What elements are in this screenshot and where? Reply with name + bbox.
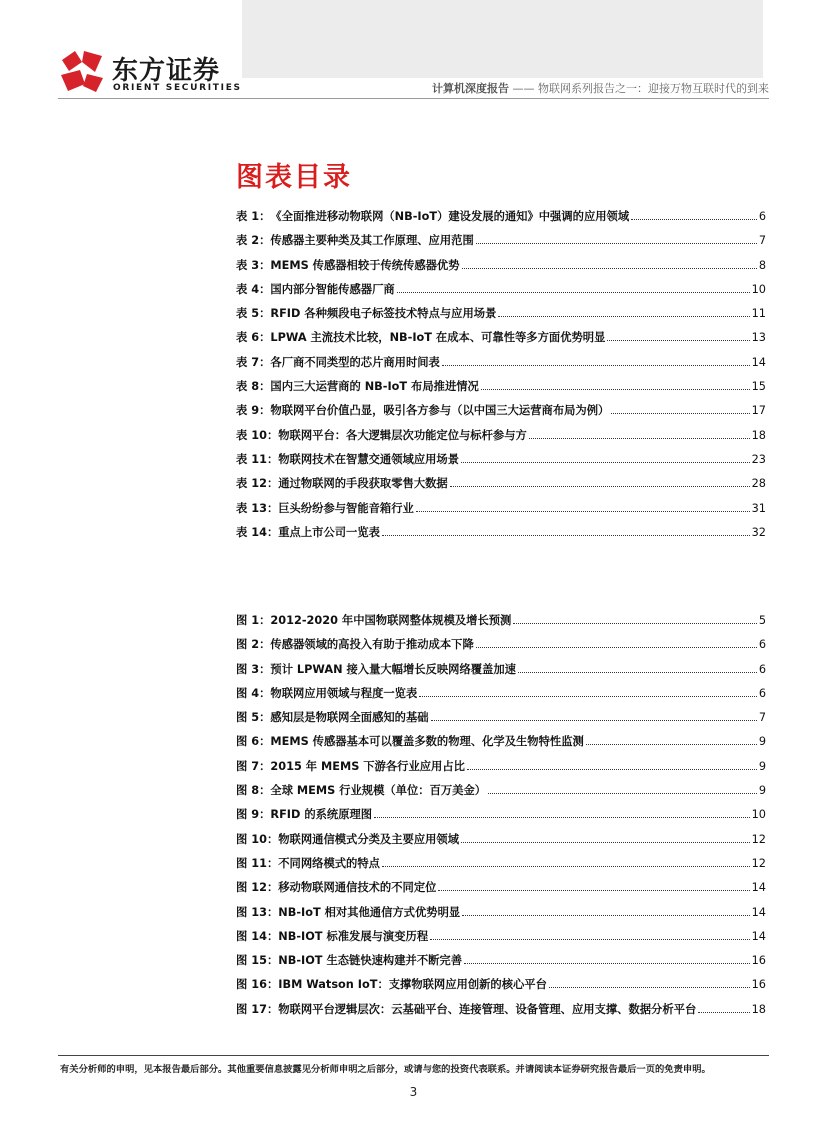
dot-leader — [464, 963, 750, 964]
table-entry-title: 物联网平台：各大逻辑层次功能定位与标杆参与方 — [278, 428, 527, 442]
figure-entry-page: 12 — [751, 832, 766, 846]
table-entry-title: 国内部分智能传感器厂商 — [270, 282, 395, 296]
page-number: 3 — [409, 1085, 418, 1099]
table-entry[interactable] — [236, 232, 766, 256]
table-entry[interactable] — [236, 402, 766, 426]
report-title: 物联网系列报告之一：迎接万物互联时代的到来 — [538, 82, 769, 95]
figure-entry-page: 10 — [751, 808, 766, 822]
table-entry-title: 传感器主要种类及其工作原理、应用范围 — [270, 234, 474, 248]
figure-entry-title: RFID 的系统原理图 — [270, 808, 373, 822]
dot-leader — [382, 866, 750, 867]
table-entry-label: 表 6： — [236, 331, 271, 345]
figure-entry-title: 物联网通信模式分类及主要应用领域 — [278, 832, 460, 846]
dot-leader — [607, 340, 749, 341]
dot-leader — [374, 817, 750, 818]
dot-leader — [397, 292, 750, 293]
figure-entry[interactable] — [236, 661, 766, 685]
table-entry-page: 7 — [758, 234, 766, 248]
dot-leader — [481, 389, 750, 390]
dot-leader — [549, 987, 750, 988]
figure-entry-title: NB-IoT 相对其他通信方式优势明显 — [278, 905, 461, 919]
figure-entry-label: 图 7： — [236, 759, 271, 773]
table-entry[interactable] — [236, 281, 766, 305]
figure-entry-label: 图 1： — [236, 614, 271, 627]
report-type: 计算机深度报告 — [432, 82, 509, 95]
table-entry-label: 表 1： — [236, 210, 271, 223]
dot-leader — [529, 438, 750, 439]
header-separator: —— — [512, 82, 535, 95]
figure-entry-label: 图 17： — [236, 1002, 279, 1016]
figure-entry[interactable] — [236, 612, 766, 636]
figure-entry-title: 移动物联网通信技术的不同定位 — [278, 881, 437, 895]
figure-entry-label: 图 13： — [236, 905, 279, 919]
table-entry[interactable] — [236, 305, 766, 329]
figure-entry[interactable] — [236, 952, 766, 976]
table-of-figures — [236, 612, 766, 1025]
figure-entry-label: 图 2： — [236, 638, 271, 652]
table-entry-title: MEMS 传感器相较于传统传感器优势 — [270, 258, 460, 272]
dot-leader — [467, 769, 757, 770]
table-entry-title: 物联网技术在智慧交通领域应用场景 — [278, 452, 460, 466]
logo-chinese-name: 东方证券 — [112, 56, 221, 86]
table-entry-title: 《全面推进移动物联网（NB-IoT）建设发展的通知》中强调的应用领域 — [270, 210, 630, 223]
figure-entry[interactable] — [236, 879, 766, 903]
dot-leader — [698, 1012, 749, 1013]
table-entry[interactable] — [236, 451, 766, 475]
table-entry-label: 表 7： — [236, 355, 271, 369]
figure-entry-page: 14 — [751, 929, 766, 943]
table-entry-label: 表 11： — [236, 452, 279, 466]
table-entry-title: 巨头纷纷参与智能音箱行业 — [278, 501, 414, 515]
table-entry-page: 13 — [751, 331, 766, 345]
dot-leader — [438, 890, 749, 891]
dot-leader — [442, 365, 750, 366]
table-entry-page: 28 — [751, 477, 766, 491]
figure-entry-title: 物联网应用领域与程度一览表 — [270, 686, 418, 700]
dot-leader — [518, 672, 757, 673]
table-entry-page: 6 — [758, 210, 766, 223]
table-entry-page: 14 — [751, 355, 766, 369]
table-entry-label: 表 14： — [236, 525, 279, 539]
table-entry-title: 国内三大运营商的 NB-IoT 布局推进情况 — [270, 380, 479, 394]
table-entry[interactable] — [236, 427, 766, 451]
table-entry-page: 17 — [751, 404, 766, 418]
figure-entry-page: 14 — [751, 881, 766, 895]
header-gray-block — [242, 0, 763, 78]
orient-securities-logo-icon — [58, 48, 106, 94]
table-entry-label: 表 9： — [236, 404, 271, 418]
figure-entry-title: 预计 LPWAN 接入量大幅增长反映网络覆盖加速 — [270, 662, 516, 676]
figure-entry-page: 6 — [758, 638, 766, 652]
table-entry-title: 各厂商不同类型的芯片商用时间表 — [270, 355, 440, 369]
table-entry-title: LPWA 主流技术比较，NB-IoT 在成本、可靠性等多方面优势明显 — [270, 331, 606, 345]
figure-entry[interactable] — [236, 831, 766, 855]
table-entry-page: 18 — [751, 428, 766, 442]
figure-entry[interactable] — [236, 758, 766, 782]
table-entry[interactable] — [236, 354, 766, 378]
figure-entry-label: 图 11： — [236, 856, 279, 870]
dot-leader — [513, 623, 756, 624]
figure-entry[interactable] — [236, 1001, 766, 1025]
figure-entry-page: 9 — [758, 784, 766, 798]
figure-entry-page: 14 — [751, 905, 766, 919]
table-entry-label: 表 12： — [236, 477, 279, 491]
figure-entry-title: IBM Watson IoT：支撑物联网应用创新的核心平台 — [278, 978, 547, 992]
figure-entry-page: 7 — [758, 711, 766, 725]
table-entry-label: 表 3： — [236, 258, 271, 272]
figure-entry-title: 2015 年 MEMS 下游各行业应用占比 — [270, 759, 465, 773]
table-entry[interactable] — [236, 475, 766, 499]
dot-leader — [498, 316, 749, 317]
figure-entry-label: 图 4： — [236, 686, 271, 700]
table-entry-page: 11 — [751, 307, 766, 321]
dot-leader — [586, 744, 757, 745]
toc-title: 图表目录 — [236, 162, 352, 193]
figure-entry-label: 图 12： — [236, 881, 279, 895]
figure-entry-title: 感知层是物联网全面感知的基础 — [270, 711, 429, 725]
report-header — [432, 80, 769, 96]
table-entry-label: 表 5： — [236, 307, 271, 321]
table-entry[interactable] — [236, 524, 766, 548]
figure-entry-label: 图 6： — [236, 735, 271, 749]
figure-entry[interactable] — [236, 904, 766, 928]
dot-leader — [430, 939, 750, 940]
figure-entry-title: NB-IOT 标准发展与演变历程 — [278, 929, 429, 943]
dot-leader — [419, 696, 757, 697]
dot-leader — [462, 268, 757, 269]
figure-entry[interactable] — [236, 685, 766, 709]
dot-leader — [450, 486, 750, 487]
figure-entry-title: 传感器领域的高投入有助于推动成本下降 — [270, 638, 474, 652]
table-entry-label: 表 8： — [236, 380, 271, 394]
dot-leader — [382, 535, 750, 536]
figure-entry-label: 图 14： — [236, 929, 279, 943]
table-entry-label: 表 4： — [236, 282, 271, 296]
table-entry-page: 23 — [751, 452, 766, 466]
figure-entry-page: 16 — [751, 978, 766, 992]
table-entry-label: 表 10： — [236, 428, 279, 442]
table-entry[interactable] — [236, 257, 766, 281]
dot-leader — [416, 511, 750, 512]
figure-entry-title: 全球 MEMS 行业规模（单位：百万美金） — [270, 784, 487, 798]
table-entry-page: 15 — [751, 380, 766, 394]
table-entry-label: 表 13： — [236, 501, 279, 515]
figure-entry-page: 9 — [758, 759, 766, 773]
table-entry-page: 31 — [751, 501, 766, 515]
table-entry-title: 通过物联网的手段获取零售大数据 — [278, 477, 448, 491]
dot-leader — [476, 647, 757, 648]
table-entry[interactable] — [236, 500, 766, 524]
table-entry-title: 重点上市公司一览表 — [278, 525, 380, 539]
figure-entry[interactable] — [236, 733, 766, 757]
dot-leader — [631, 219, 757, 220]
dot-leader — [476, 243, 757, 244]
table-entry-label: 表 2： — [236, 234, 271, 248]
dot-leader — [431, 720, 757, 721]
table-entry[interactable] — [236, 329, 766, 353]
figure-entry-label: 图 10： — [236, 832, 279, 846]
figure-entry[interactable] — [236, 636, 766, 660]
table-entry-page: 8 — [758, 258, 766, 272]
figure-entry[interactable] — [236, 709, 766, 733]
table-entry[interactable] — [236, 378, 766, 402]
figure-entry-title: NB-IOT 生态链快速构建并不断完善 — [278, 954, 463, 968]
figure-entry-label: 图 8： — [236, 784, 271, 798]
figure-entry-title: 不同网络模式的特点 — [278, 856, 380, 870]
table-entry-page: 32 — [751, 525, 766, 539]
figure-entry[interactable] — [236, 976, 766, 1000]
figure-entry-page: 16 — [751, 954, 766, 968]
table-of-tables — [236, 208, 766, 548]
table-entry-title: RFID 各种频段电子标签技术特点与应用场景 — [270, 307, 497, 321]
dot-leader — [488, 793, 757, 794]
dot-leader — [461, 842, 750, 843]
figure-entry-page: 12 — [751, 856, 766, 870]
table-entry-page: 10 — [751, 282, 766, 296]
figure-entry-label: 图 16： — [236, 978, 279, 992]
figure-entry-label: 图 3： — [236, 662, 271, 676]
dot-leader — [461, 462, 750, 463]
figure-entry-label: 图 5： — [236, 711, 271, 725]
figure-entry-page: 18 — [751, 1002, 766, 1016]
dot-leader — [611, 413, 749, 414]
logo-english-name: ORIENT SECURITIES — [113, 83, 242, 93]
figure-entry-title: MEMS 传感器基本可以覆盖多数的物理、化学及生物特性监测 — [270, 735, 584, 749]
figure-entry[interactable] — [236, 855, 766, 879]
figure-entry-page: 6 — [758, 662, 766, 676]
figure-entry-page: 5 — [758, 614, 766, 627]
figure-entry[interactable] — [236, 806, 766, 830]
table-entry[interactable] — [236, 208, 766, 232]
header-divider — [58, 98, 769, 99]
figure-entry-title: 物联网平台逻辑层次：云基础平台、连接管理、设备管理、应用支撑、数据分析平台 — [278, 1002, 697, 1016]
table-entry-title: 物联网平台价值凸显，吸引各方参与（以中国三大运营商布局为例） — [270, 404, 610, 418]
figure-entry-page: 9 — [758, 735, 766, 749]
footer-disclaimer: 有关分析师的申明，见本报告最后部分。其他重要信息披露见分析师申明之后部分，或请与您的投资代表联系。并请阅读本证券研究报告最后一页的免责申明。 — [60, 1064, 711, 1075]
figure-entry-title: 2012-2020 年中国物联网整体规模及增长预测 — [270, 614, 512, 627]
dot-leader — [462, 915, 749, 916]
figure-entry[interactable] — [236, 928, 766, 952]
footer-divider — [58, 1055, 769, 1056]
figure-entry-page: 6 — [758, 686, 766, 700]
figure-entry-label: 图 15： — [236, 954, 279, 968]
figure-entry[interactable] — [236, 782, 766, 806]
figure-entry-label: 图 9： — [236, 808, 271, 822]
